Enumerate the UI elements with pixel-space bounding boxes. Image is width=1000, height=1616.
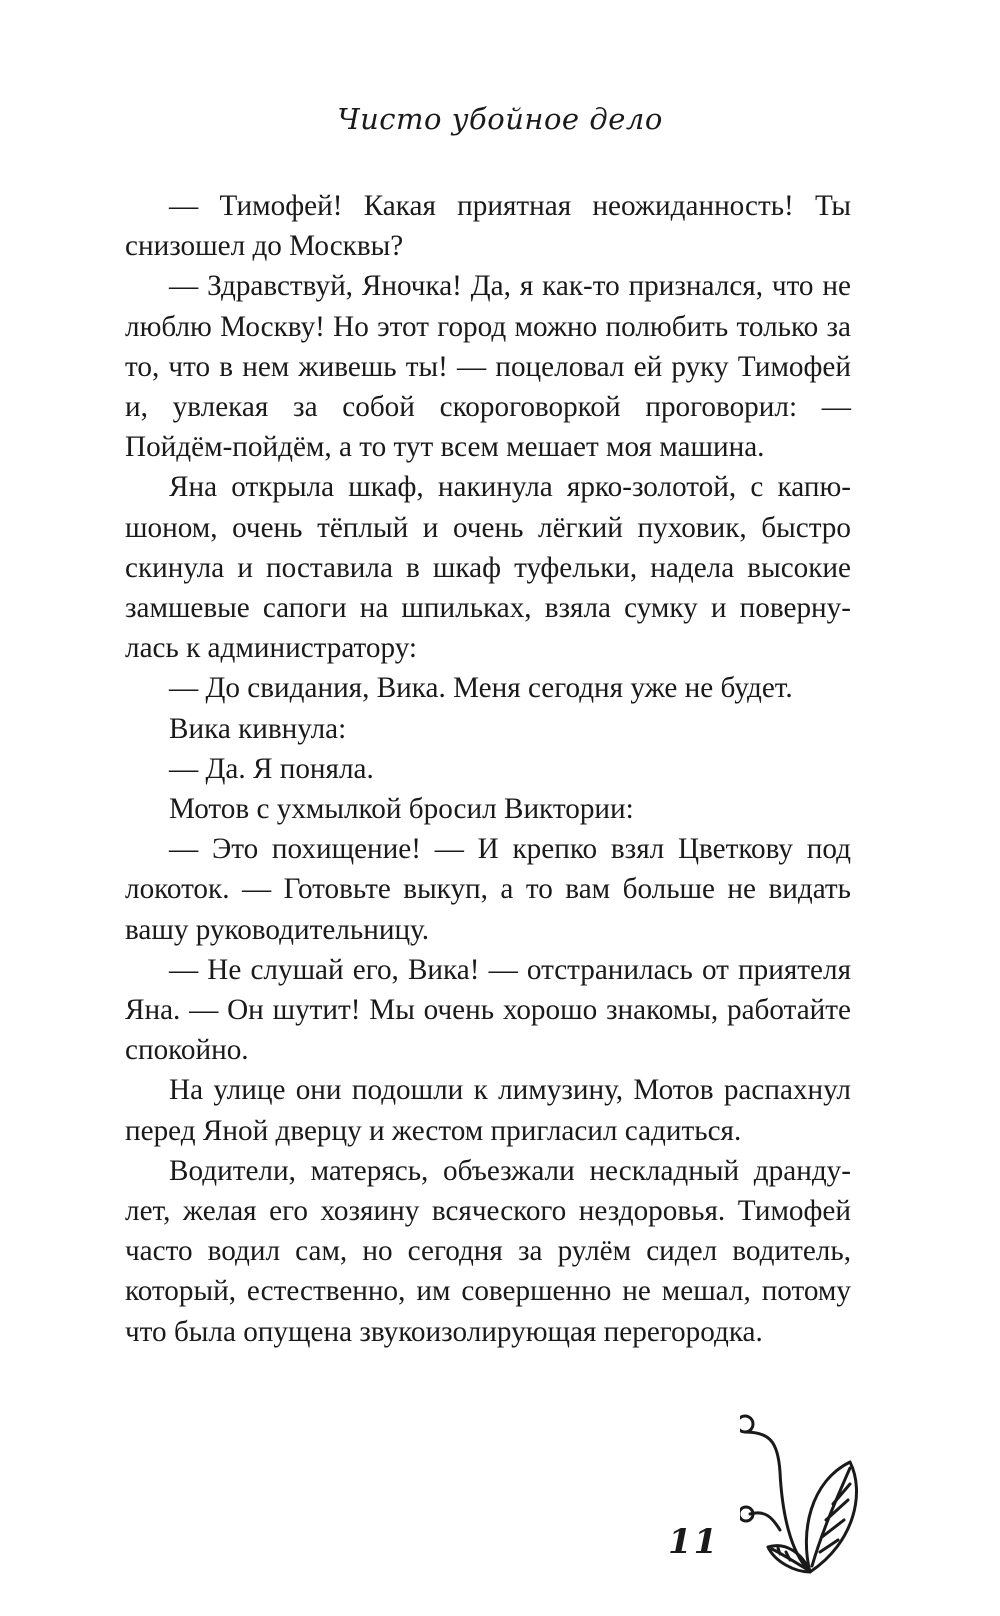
- paragraph: На улице они подошли к лимузину, Мотов распахнул перед Яной дверцу и жестом пригласил садиться.: [125, 1074, 851, 1147]
- paragraph: Яна открыла шкаф, накинула ярко-золотой, с капюшоном, очень тёплый и очень лёгкий пуховик, быстро скинула и поставила в шкаф туфельки, надела высокие замшевые сапоги на шпильках, взяла сумку и повернулась к администратору:: [125, 471, 851, 665]
- paragraph: — До свидания, Вика. Меня сегодня уже не будет.: [169, 672, 793, 705]
- running-title: Чисто убойное дело: [337, 102, 663, 136]
- paragraph: Водители, матерясь, объезжали нескладный драндулет, желая его хозяину всяческого нездоровья. Тимофей часто водил сам, но сегодня за рулём сидел водитель, который, естественно, им совершенно не мешал, потому что была опущена звукоизолирующая перегородка.: [125, 1154, 851, 1348]
- page-number: 11: [668, 1522, 720, 1562]
- paragraph: Мотов с ухмылкой бросил Виктории:: [169, 793, 634, 826]
- paragraph: — Не слушай его, Вика! — отстранилась от приятеля Яна. — Он шутит! Мы очень хорошо знакомы, работайте спокойно.: [125, 953, 851, 1067]
- paragraph: — Тимофей! Какая приятная неожиданность! Ты снизошел до Москвы?: [125, 190, 851, 263]
- paragraph: — Это похищение! — И крепко взял Цветкову под локоток. — Готовьте выкуп, а то вам больше не видать вашу руководительницу.: [125, 833, 851, 946]
- paragraph: — Здравствуй, Яночка! Да, я как-то признался, что не люблю Москву! Но этот город можно полюбить только за то, что в нем живешь ты! — поцеловал ей руку Тимофей и, увлекая за собой скороговоркой проговорил: — Пойдём-пойдём, а то тут всем мешает моя машина.: [125, 270, 851, 464]
- leaf-sprig-ornament-icon: [740, 1402, 890, 1582]
- paragraph: — Да. Я поняла.: [169, 752, 374, 785]
- paragraph: Вика кивнула:: [169, 712, 347, 745]
- body-text: [125, 186, 851, 1352]
